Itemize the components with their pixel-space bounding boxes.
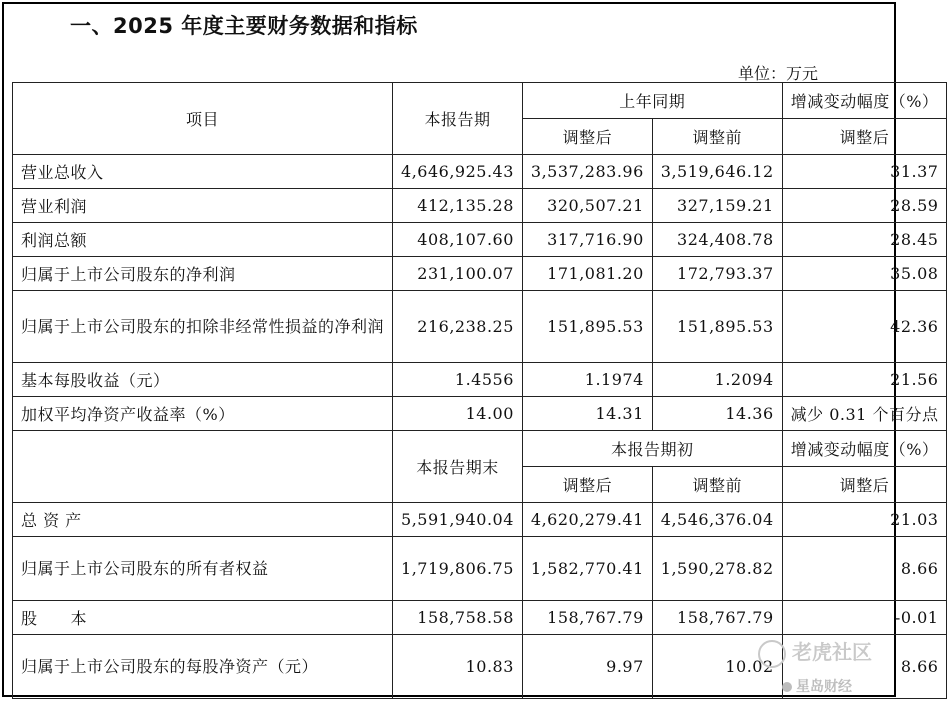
header-period-end: 本报告期末 bbox=[393, 431, 523, 503]
header-adjusted-after: 调整后 bbox=[522, 119, 652, 155]
header-change-adjusted-after: 调整后 bbox=[782, 119, 947, 155]
cell-change: 28.45 bbox=[782, 223, 947, 257]
row-label: 利润总额 bbox=[13, 223, 393, 257]
header-balance-change-after: 调整后 bbox=[782, 467, 947, 503]
financial-data-table bbox=[12, 82, 947, 699]
cell-adjusted-after: 9.97 bbox=[522, 635, 652, 699]
cell-current: 4,646,925.43 bbox=[393, 155, 523, 189]
document-frame bbox=[2, 2, 939, 697]
cell-change: -0.01 bbox=[782, 601, 947, 635]
row-label: 归属于上市公司股东的所有者权益 bbox=[13, 537, 393, 601]
cell-adjusted-before: 1,590,278.82 bbox=[652, 537, 782, 601]
cell-adjusted-before: 158,767.79 bbox=[652, 601, 782, 635]
cell-adjusted-after: 1.1974 bbox=[522, 363, 652, 397]
header-adjusted-before: 调整前 bbox=[652, 119, 782, 155]
table-row bbox=[13, 257, 947, 291]
table-row bbox=[13, 291, 947, 363]
cell-adjusted-after: 171,081.20 bbox=[522, 257, 652, 291]
cell-adjusted-after: 4,620,279.41 bbox=[522, 503, 652, 537]
table-row bbox=[13, 363, 947, 397]
watermark-logo-icon bbox=[758, 640, 786, 668]
row-label: 归属于上市公司股东的净利润 bbox=[13, 257, 393, 291]
table-row bbox=[13, 601, 947, 635]
row-label: 归属于上市公司股东的每股净资产（元） bbox=[13, 635, 393, 699]
cell-adjusted-before: 1.2094 bbox=[652, 363, 782, 397]
section-heading: 一、2025 年度主要财务数据和指标 bbox=[70, 14, 418, 38]
header-balance-adjusted-after: 调整后 bbox=[522, 467, 652, 503]
row-label: 加权平均净资产收益率（%） bbox=[13, 397, 393, 431]
cell-current: 14.00 bbox=[393, 397, 523, 431]
table-row bbox=[13, 155, 947, 189]
cell-change: 21.03 bbox=[782, 503, 947, 537]
table-row bbox=[13, 503, 947, 537]
balance-header-blank bbox=[13, 431, 393, 503]
cell-change: 8.66 bbox=[782, 537, 947, 601]
watermark-finance bbox=[782, 676, 852, 696]
cell-adjusted-after: 151,895.53 bbox=[522, 291, 652, 363]
cell-current: 1.4556 bbox=[393, 363, 523, 397]
row-label: 营业利润 bbox=[13, 189, 393, 223]
cell-adjusted-before: 327,159.21 bbox=[652, 189, 782, 223]
cell-current: 412,135.28 bbox=[393, 189, 523, 223]
cell-adjusted-before: 324,408.78 bbox=[652, 223, 782, 257]
row-label: 基本每股收益（元） bbox=[13, 363, 393, 397]
cell-adjusted-before: 172,793.37 bbox=[652, 257, 782, 291]
header-period-start: 本报告期初 bbox=[522, 431, 782, 467]
cell-adjusted-after: 320,507.21 bbox=[522, 189, 652, 223]
cell-adjusted-before: 4,546,376.04 bbox=[652, 503, 782, 537]
cell-adjusted-before: 151,895.53 bbox=[652, 291, 782, 363]
cell-adjusted-after: 317,716.90 bbox=[522, 223, 652, 257]
cell-adjusted-before: 14.36 bbox=[652, 397, 782, 431]
cell-adjusted-before: 10.02 bbox=[652, 635, 782, 699]
header-balance-change-pct: 增减变动幅度（%） bbox=[782, 431, 947, 467]
row-label: 总 资 产 bbox=[13, 503, 393, 537]
header-change-pct: 增减变动幅度（%） bbox=[782, 83, 947, 119]
unit-label: 单位：万元 bbox=[738, 64, 819, 83]
table-row bbox=[13, 397, 947, 431]
cell-current: 408,107.60 bbox=[393, 223, 523, 257]
cell-current: 1,719,806.75 bbox=[393, 537, 523, 601]
cell-adjusted-after: 158,767.79 bbox=[522, 601, 652, 635]
table-row bbox=[13, 223, 947, 257]
header-current-period: 本报告期 bbox=[393, 83, 523, 155]
cell-change: 8.66 bbox=[782, 635, 947, 699]
cell-change: 21.56 bbox=[782, 363, 947, 397]
watermark-dot-icon bbox=[782, 682, 792, 692]
row-label: 股 本 bbox=[13, 601, 393, 635]
cell-change: 31.37 bbox=[782, 155, 947, 189]
cell-adjusted-after: 3,537,283.96 bbox=[522, 155, 652, 189]
cell-current: 231,100.07 bbox=[393, 257, 523, 291]
header-prior-period: 上年同期 bbox=[522, 83, 782, 119]
header-balance-adjusted-before: 调整前 bbox=[652, 467, 782, 503]
watermark-text-1: 老虎社区 bbox=[792, 640, 872, 664]
watermark-community bbox=[758, 636, 872, 668]
cell-adjusted-before: 3,519,646.12 bbox=[652, 155, 782, 189]
row-label: 营业总收入 bbox=[13, 155, 393, 189]
table-row bbox=[13, 189, 947, 223]
cell-adjusted-after: 14.31 bbox=[522, 397, 652, 431]
header-item: 项目 bbox=[13, 83, 393, 155]
cell-adjusted-after: 1,582,770.41 bbox=[522, 537, 652, 601]
cell-current: 216,238.25 bbox=[393, 291, 523, 363]
cell-current: 10.83 bbox=[393, 635, 523, 699]
cell-change: 42.36 bbox=[782, 291, 947, 363]
row-label: 归属于上市公司股东的扣除非经常性损益的净利润 bbox=[13, 291, 393, 363]
watermark-text-2: 星岛财经 bbox=[796, 679, 852, 695]
cell-change: 35.08 bbox=[782, 257, 947, 291]
table-row bbox=[13, 537, 947, 601]
cell-current: 158,758.58 bbox=[393, 601, 523, 635]
cell-current: 5,591,940.04 bbox=[393, 503, 523, 537]
cell-change: 28.59 bbox=[782, 189, 947, 223]
cell-change: 减少 0.31 个百分点 bbox=[782, 397, 947, 431]
